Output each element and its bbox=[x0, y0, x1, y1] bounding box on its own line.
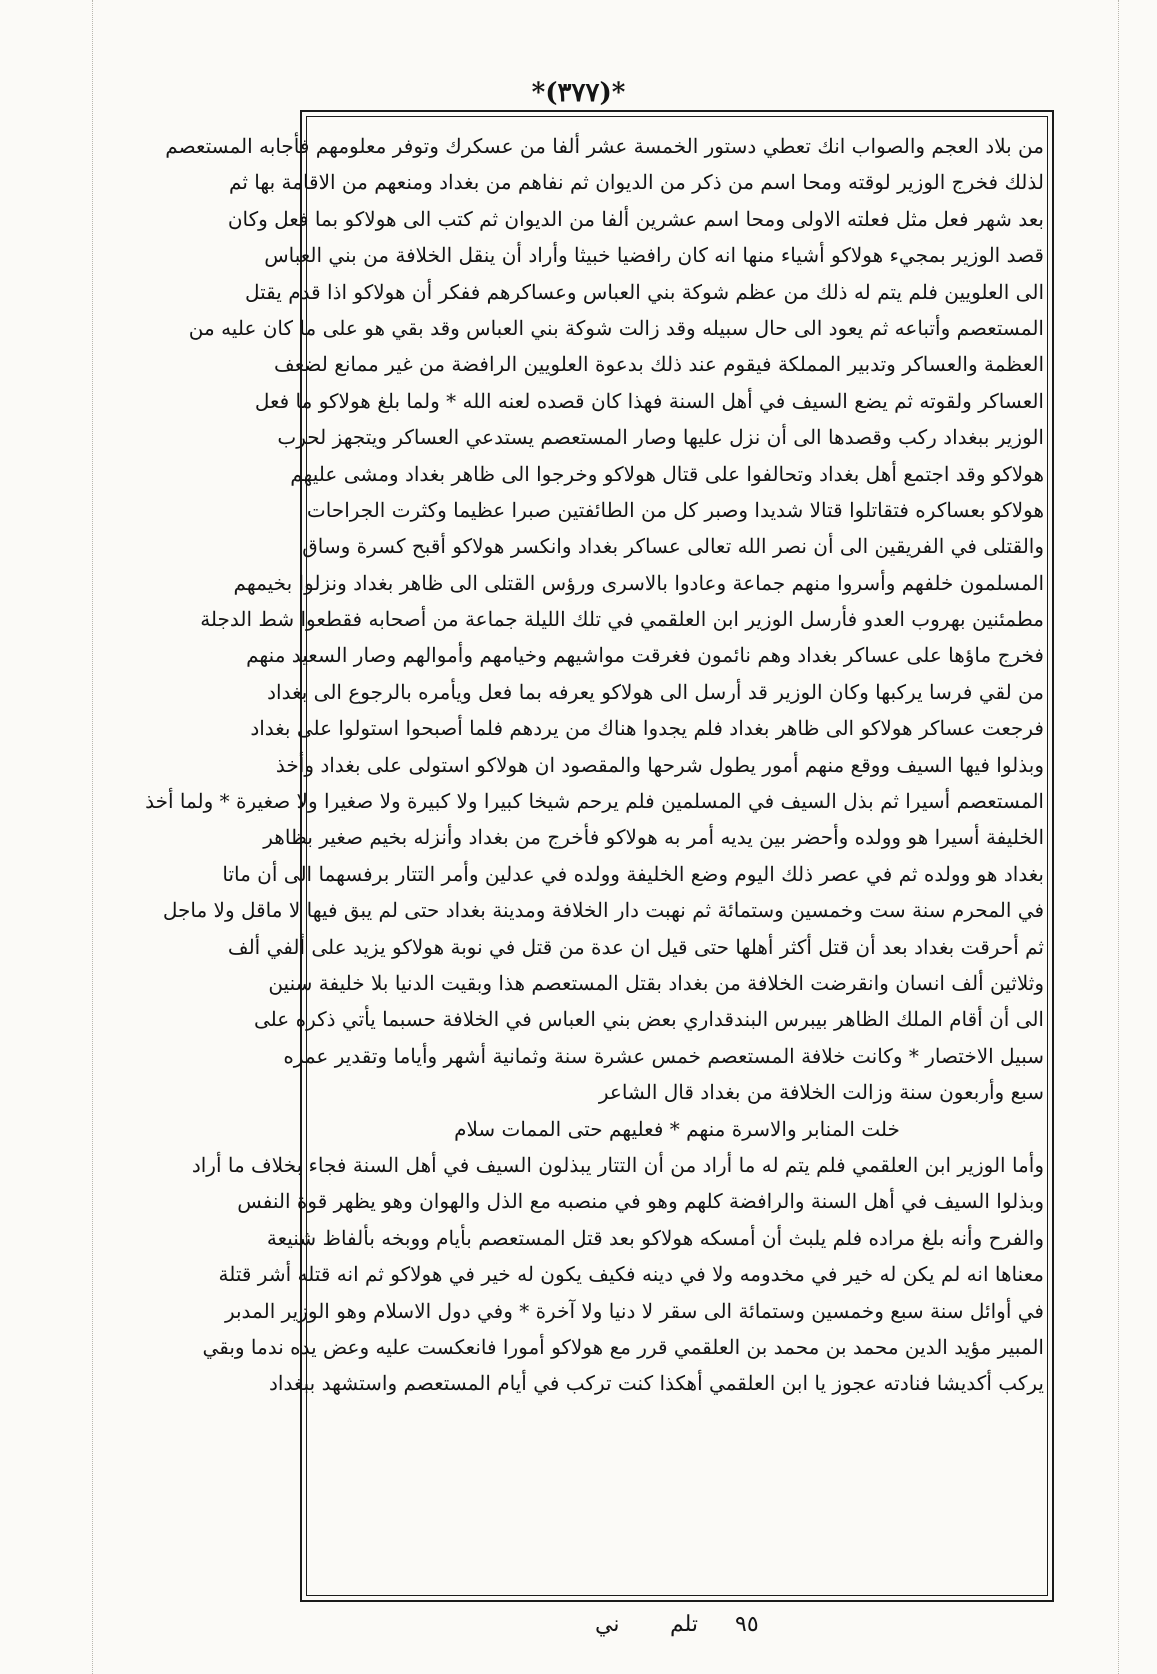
text-line: وأما الوزير ابن العلقمي فلم يتم له ما أراد من أن التتار يبذلون السيف في أهل السنة فجاء بخلاف ما أراد bbox=[191, 1152, 1044, 1177]
text-line: يركب أكديشا فنادته عجوز يا ابن العلقمي أهكذا كنت تركب في أيام المستعصم واستشهد ببغداد bbox=[269, 1371, 1044, 1396]
text-line: المبير مؤيد الدين محمد بن محمد بن العلقمي قرر مع هولاكو أمورا فانعكست عليه وعض يده ندما وبقي bbox=[202, 1334, 1044, 1359]
signature-number: ٩٥ bbox=[735, 1612, 759, 1637]
text-line: فرجعت عساكر هولاكو الى ظاهر بغداد فلم يجدوا هناك من يردهم فلما أصبحوا استولوا على بغداد bbox=[250, 716, 1044, 741]
text-line: المسلمون خلفهم وأسروا منهم جماعة وعادوا بالاسرى ورؤس القتلى الى ظاهر بغداد ونزلوا بخيمهم bbox=[233, 570, 1044, 595]
text-line: سبيل الاختصار * وكانت خلافة المستعصم خمس عشرة سنة وثمانية أشهر وأياما وتقدير عمره bbox=[283, 1043, 1044, 1068]
text-line: هولاكو وقد اجتمع أهل بغداد وتحالفوا على قتال هولاكو وخرجوا الى ظاهر بغداد ومشى عليهم bbox=[290, 461, 1044, 486]
text-line: وبذلوا السيف في أهل السنة والرافضة كلهم وهو في منصبه مع الذل والهوان وهو يظهر قوة النفس bbox=[237, 1189, 1044, 1214]
text-line: الى أن أقام الملك الظاهر بيبرس البندقداري بعض بني العباس في الخلافة حسبما يأتي ذكره على bbox=[254, 1007, 1044, 1032]
text-line: والقتلى في الفريقين الى أن نصر الله تعالى عساكر بغداد وانكسر هولاكو أقبح كسرة وساق bbox=[302, 534, 1044, 559]
text-line: في أوائل سنة سبع وخمسين وستمائة الى سقر لا دنيا ولا آخرة * وفي دول الاسلام وهو الوزير المدبر bbox=[224, 1298, 1044, 1323]
signature-letter: ني bbox=[595, 1612, 620, 1637]
text-line: الوزير ببغداد ركب وقصدها الى أن نزل عليها وصار المستعصم يستدعي العساكر ويتجهز لحرب bbox=[277, 425, 1044, 450]
text-line: هولاكو بعساكره فتقاتلوا قتالا شديدا وصبر كل من الطائفتين صبرا عظيما وكثرت الجراحات bbox=[306, 497, 1044, 522]
signature-mark: تلم bbox=[670, 1612, 699, 1637]
text-line: بعد شهر فعل مثل فعلته الاولى ومحا اسم عشرين ألفا من الديوان ثم كتب الى هولاكو بما فعل وكان bbox=[227, 206, 1044, 231]
text-line: في المحرم سنة ست وخمسين وستمائة ثم نهبت دار الخلافة ومدينة بغداد حتى لم يبق فيها لا ماقل ولا ماجل bbox=[162, 898, 1044, 923]
text-line: ثم أحرقت بغداد بعد أن قتل أكثر أهلها حتى قيل ان عدة من قتل في نوبة هولاكو يزيد على ألفي ألف bbox=[227, 934, 1044, 959]
text-line: من بلاد العجم والصواب انك تعطي دستور الخمسة عشر ألفا من عسكرك وتوفر معلومهم فأجابه المستعصم bbox=[165, 134, 1044, 158]
text-line: فخرج ماؤها على عساكر بغداد وهم نائمون فغرقت مواشيهم وخيامهم وأموالهم وصار السعيد منهم bbox=[246, 643, 1044, 668]
text-line: سبع وأربعون سنة وزالت الخلافة من بغداد قال الشاعر bbox=[598, 1080, 1044, 1105]
text-line: مطمئنين بهروب العدو فأرسل الوزير ابن العلقمي في تلك الليلة جماعة من أصحابه فقطعوا شط الدجلة bbox=[200, 607, 1044, 632]
page-footer bbox=[0, 1612, 1157, 1642]
text-line: الى العلويين فلم يتم له ذلك من عظم شوكة بني العباس وعساكرهم ففكر أن هولاكو اذا قدم يقتل bbox=[245, 279, 1044, 304]
verse-line: خلت المنابر والاسرة منهم * فعليهم حتى الممات سلام bbox=[454, 1116, 900, 1141]
text-line: وثلاثين ألف انسان وانقرضت الخلافة من بغداد بقتل المستعصم هذا وبقيت الدنيا بلا خليفة سنين bbox=[268, 970, 1044, 995]
main-text bbox=[145, 128, 1044, 1588]
text-line: معناها انه لم يكن له خير في مخدومه ولا في دينه فكيف يكون له خير في هولاكو ثم انه قتله أشر قتلة bbox=[218, 1262, 1044, 1287]
text-line: العظمة والعساكر وتدبير المملكة فيقوم عند ذلك بدعوة العلويين الرافضة من غير ممانع لضعف bbox=[274, 352, 1044, 377]
page-number: *(٣٧٧)* bbox=[531, 78, 626, 108]
text-line: العساكر ولقوته ثم يضع السيف في أهل السنة فهذا كان قصده لعنه الله * ولما بلغ هولاكو ما فعل bbox=[254, 388, 1044, 413]
text-line: والفرح وأنه بلغ مراده فلم يلبث أن أمسكه هولاكو بعد قتل المستعصم بأيام ووبخه بألفاظ شنيعة bbox=[266, 1225, 1044, 1250]
text-line: المستعصم أسيرا ثم بذل السيف في المسلمين فلم يرحم شيخا كبيرا ولا كبيرة ولا صغيرا ولا صغيرة * ولما أخذ bbox=[145, 789, 1044, 814]
text-line: قصد الوزير بمجيء هولاكو أشياء منها انه كان رافضيا خبيثا وأراد أن ينقل الخلافة من بني العباس bbox=[264, 243, 1044, 268]
text-line: المستعصم وأتباعه ثم يعود الى حال سبيله وقد زالت شوكة بني العباس وقد بقي هو على ما كان عليه من bbox=[188, 315, 1044, 340]
text-line: الخليفة أسيرا هو وولده وأحضر بين يديه أمر به هولاكو فأخرج من بغداد وأنزله بخيم صغير بظاهر bbox=[263, 825, 1044, 850]
text-line: وبذلوا فيها السيف ووقع منهم أمور يطول شرحها والمقصود ان هولاكو استولى على بغداد وأخذ bbox=[275, 752, 1044, 777]
text-line: لذلك فخرج الوزير لوقته ومحا اسم من ذكر من الديوان ثم نفاهم من بغداد ومنعهم من الاقامة بها ثم bbox=[229, 170, 1044, 195]
text-line: من لقي فرسا يركبها وكان الوزير قد أرسل الى هولاكو يعرفه بما فعل ويأمره بالرجوع الى بغداد bbox=[267, 679, 1044, 704]
text-line: بغداد هو وولده ثم في عصر ذلك اليوم وضع الخليفة وولده في عدلين وأمر التتار برفسهما الى أن ماتا bbox=[222, 861, 1044, 886]
